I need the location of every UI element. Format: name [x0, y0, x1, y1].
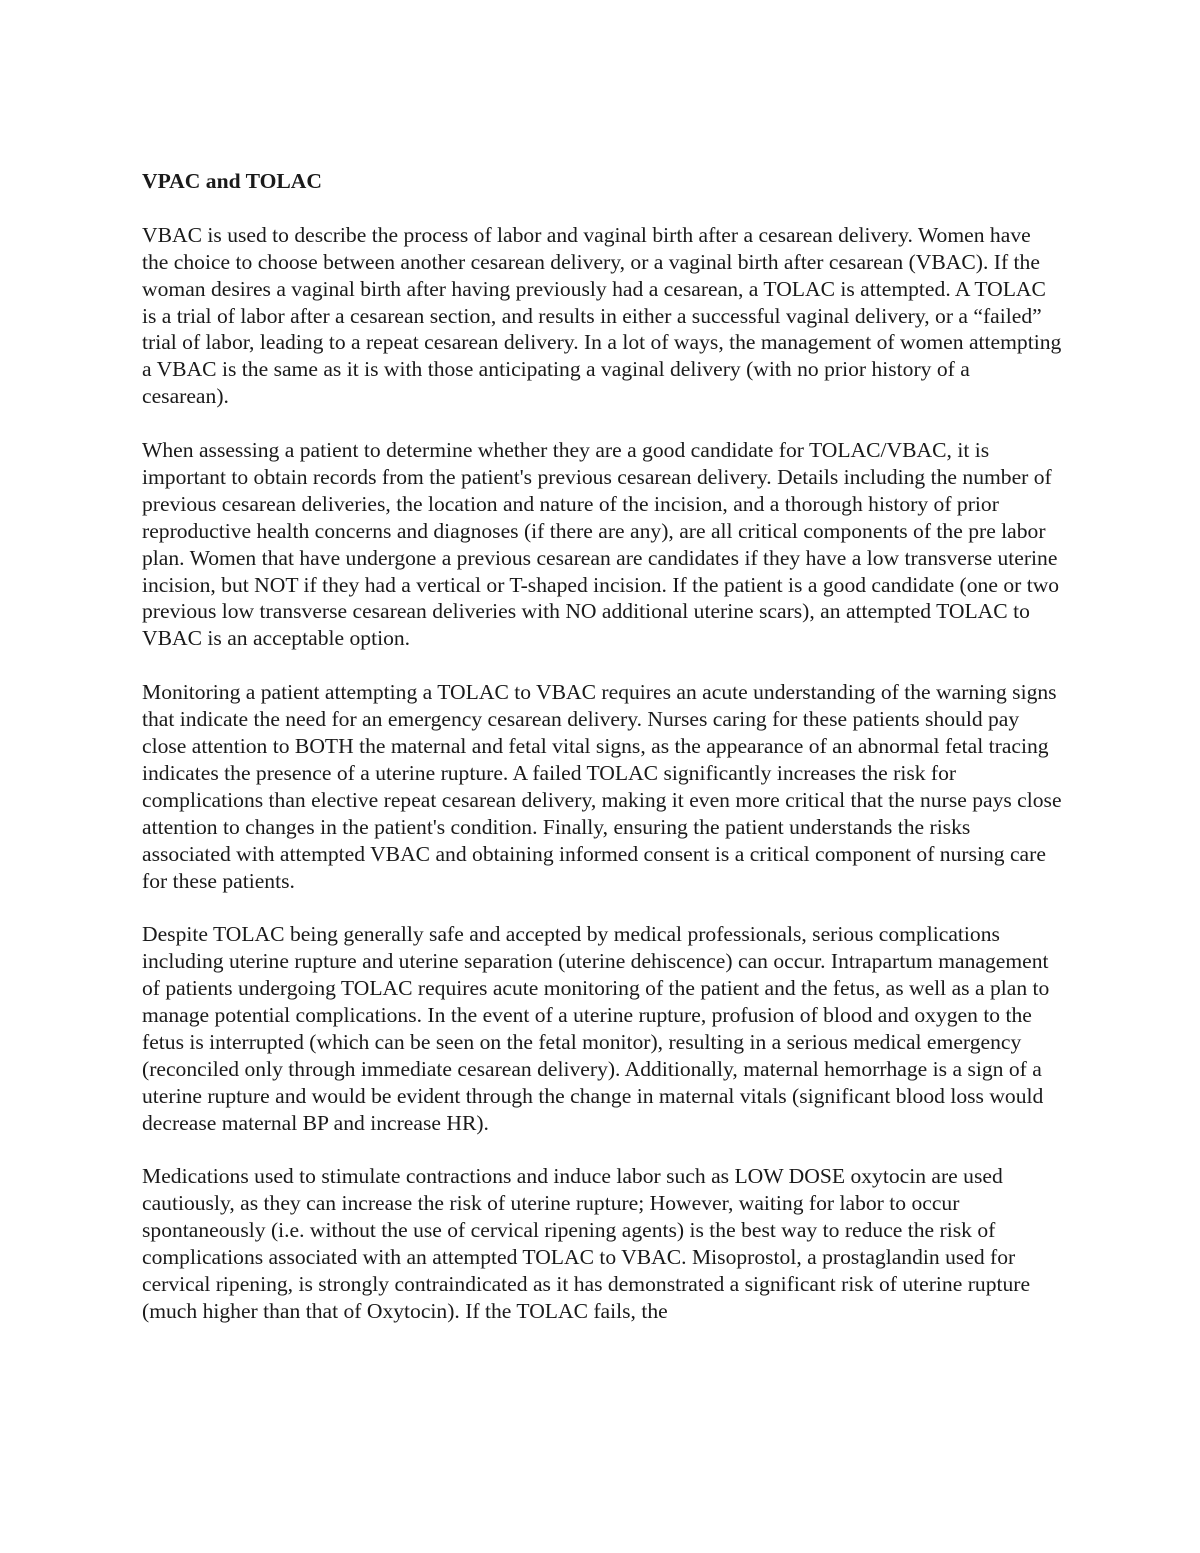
document-title: VPAC and TOLAC — [142, 169, 322, 193]
paragraph-medications: Medications used to stimulate contractions and induce labor such as LOW DOSE oxytocin are used cautiously, as they can increase the risk of uterine rupture; However, waiting for labor to occur spontaneously (i.e. without the use of cervical ripening agents) is the best way to reduce the risk of complications associated with an attempted TOLAC to VBAC. Misoprostol, a prostaglandin used for cervical ripening, is strongly contraindicated as it has demonstrated a significant risk of uterine rupture (much higher than that of Oxytocin). If the TOLAC fails, the — [142, 1164, 1031, 1323]
document-body — [142, 168, 1062, 1352]
paragraph-candidate-assessment: When assessing a patient to determine whether they are a good candidate for TOLAC/VBAC, it is important to obtain records from the patient's previous cesarean delivery. Details including the number of previous cesarean deliveries, the location and nature of the incision, and a thorough history of prior reproductive health concerns and diagnoses (if there are any), are all critical components of the pre labor plan. Women that have undergone a previous cesarean are candidates if they have a low transverse uterine incision, but NOT if they had a vertical or T-shaped incision. If the patient is a good candidate (one or two previous low transverse cesarean deliveries with NO additional uterine scars), an attempted TOLAC to VBAC is an acceptable option. — [142, 438, 1060, 651]
paragraph-monitoring: Monitoring a patient attempting a TOLAC to VBAC requires an acute understanding of the warning signs that indicate the need for an emergency cesarean delivery. Nurses caring for these patients should pay close attention to BOTH the maternal and fetal vital signs, as the appearance of an abnormal fetal tracing indicates the presence of a uterine rupture. A failed TOLAC significantly increases the risk for complications than elective repeat cesarean delivery, making it even more critical that the nurse pays close attention to changes in the patient's condition. Finally, ensuring the patient understands the risks associated with attempted VBAC and obtaining informed consent is a critical component of nursing care for these patients. — [142, 680, 1062, 893]
paragraph-complications: Despite TOLAC being generally safe and accepted by medical professionals, serious complications including uterine rupture and uterine separation (uterine dehiscence) can occur. Intrapartum management of patients undergoing TOLAC requires acute monitoring of the patient and the fetus, as well as a plan to manage potential complications. In the event of a uterine rupture, profusion of blood and oxygen to the fetus is interrupted (which can be seen on the fetal monitor), resulting in a serious medical emergency (reconciled only through immediate cesarean delivery). Additionally, maternal hemorrhage is a sign of a uterine rupture and would be evident through the change in maternal vitals (significant blood loss would decrease maternal BP and increase HR). — [142, 922, 1050, 1135]
paragraph-vbac-definition: VBAC is used to describe the process of labor and vaginal birth after a cesarean delivery. Women have the choice to choose between another cesarean delivery, or a vaginal birth after cesarean (VBAC). If the woman desires a vaginal birth after having previously had a cesarean, a TOLAC is attempted. A TOLAC is a trial of labor after a cesarean section, and results in either a successful vaginal delivery, or a “failed” trial of labor, leading to a repeat cesarean delivery. In a lot of ways, the management of women attempting a VBAC is the same as it is with those anticipating a vaginal delivery (with no prior history of a cesarean). — [142, 222, 1062, 409]
